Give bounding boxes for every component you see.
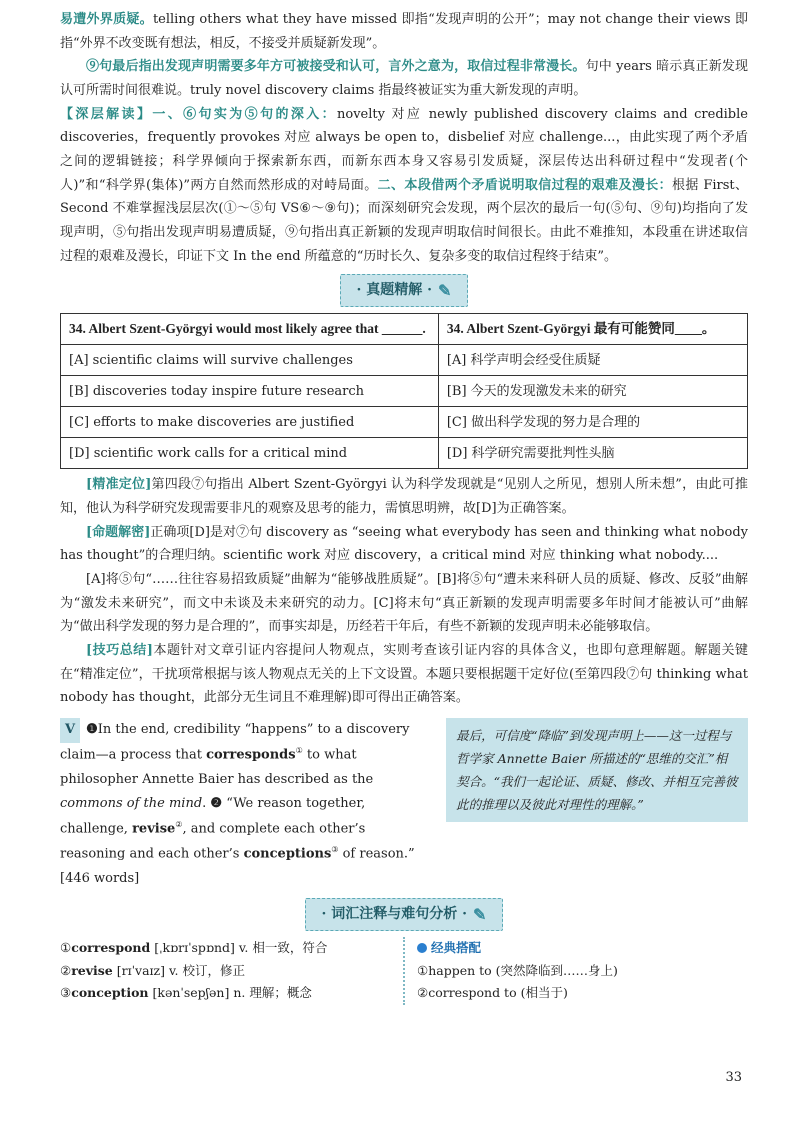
option-c-en: [C] efforts to make discoveries are justified — [61, 407, 439, 438]
wrong-options-paragraph: [A]将⑤句“……往往容易招致质疑”曲解为“能够战胜质疑”。[B]将⑤句“遭未来科研人员的质疑、修改、反驳”曲解为“激发未来研究”，而文中未谈及未来研究的动力。[C]将末句“真正新颖的发现声明需要多年时间才能被认可”曲解为“做出科学发现的努力是合理的”，而事实却是，历经若干年后，有些不新颖的发现声明未必能够取信。 — [60, 571, 748, 635]
option-row — [61, 438, 748, 469]
section-mark: V — [60, 718, 80, 743]
passage-fragment: In the end, credibility “happens” to a discovery claim—a process that — [60, 721, 410, 762]
passage-fragment: “We reason together, challenge, — [60, 796, 366, 837]
decode-paragraph — [60, 521, 748, 568]
option-row — [61, 345, 748, 376]
option-a-en: [A] scientific claims will survive challenges — [61, 345, 439, 376]
question-en: 34. Albert Szent-Györgyi would most likely agree that ______. — [61, 314, 439, 345]
page-number: 33 — [725, 1070, 742, 1085]
body-text: 正确项[D]是对⑦句 discovery as “seeing what everybody has seen and thinking what nobody has thought”的合理归纳。scientific work 对应 discovery，a critical mind 对应 thinking what nobody.... — [60, 524, 748, 564]
option-b-zh: [B] 今天的发现激发未来的研究 — [438, 376, 747, 407]
passage-fragment: . — [202, 796, 211, 812]
option-d-en: [D] scientific work calls for a critical mind — [61, 438, 439, 469]
highlight-text: 易遭外界质疑。 — [60, 12, 153, 27]
option-c-zh: [C] 做出科学发现的努力是合理的 — [438, 407, 747, 438]
vocab-definition: [rɪˈvaɪz] v. 校订，修正 — [112, 962, 245, 978]
banner-title: · 真题精解 · — [356, 282, 433, 299]
vocab-headword: conception — [71, 985, 149, 1001]
feather-icon: ✎ — [473, 904, 487, 924]
decode-label: [命题解密] — [86, 524, 151, 540]
vocab-definition: [kənˈsepʃən] n. 理解；概念 — [148, 985, 312, 1001]
option-d-zh: [D] 科学研究需要批判性头脑 — [438, 438, 747, 469]
passage-fragment: , and complete each other’s reasoning and each other’s — [60, 821, 366, 862]
passage-fragment: to what philosopher Annette Baier has described as the — [60, 746, 374, 787]
footnote-mark: ② — [175, 819, 183, 829]
body-text: 句中 years 暗示真正新发现认可所需时间很难说。truly novel discovery claims 指最终被证实为重大新发现的声明。 — [60, 59, 748, 98]
passage-fragment: of reason.” [446 words] — [60, 846, 415, 886]
body-text: 第四段⑦句指出 Albert Szent-Györgyi 认为科学发现就是“见别人之所见，想别人所未想”，由此可推知，他认为科学研究发现需要非凡的观察及思考的能力，需慎思明辨，故[D]为正确答案。 — [60, 477, 748, 516]
option-a-zh: [A] 科学声明会经受住质疑 — [438, 345, 747, 376]
vocab-definition: [ˌkɒrɪˈspɒnd] v. 相一致，符合 — [150, 939, 328, 955]
skill-label: [技巧总结] — [86, 642, 153, 658]
sentence-number: ❶ — [86, 721, 98, 737]
vocab-num: ③ — [60, 985, 72, 1001]
footnote-mark: ① — [295, 745, 303, 755]
locate-paragraph — [60, 473, 748, 520]
vocab-num: ① — [60, 939, 72, 955]
body-text: 根据 First、Second 不难掌握浅层层次(①～⑤句 VS⑥～⑨句)；而深刻研究会发现，两个层次的最后一句(⑤句、⑨句)均指向了发现声明，⑤句指出发现声明易遭质疑，⑨句指出真正新颖的发现声明取信时间很长。由此不难推知，本段重在讲述取信过程的艰难及漫长，印证下文 In the end 所蕴意的“历时长久、复杂多变的取信过程终于结束”。 — [60, 177, 748, 264]
body-text: 本题针对文章引证内容提问人物观点，实则考查该引证内容的具体含义，也即句意理解题。解题关键在“精准定位”，干扰项常根据与该人物观点无关的上下文设置。本题只要根据题干定好位(至第四段⑦句 thinking what nobody has thought，此部分无生词且不难理解)即可得出正确答案。 — [60, 642, 748, 706]
question-zh: 34. Albert Szent-Györgyi 最有可能赞同____。 — [438, 314, 747, 345]
section-banner — [60, 274, 748, 307]
locate-label: [精准定位] — [86, 477, 152, 493]
intro-paragraph-1 — [60, 8, 748, 55]
collocation-title: 经典搭配 — [431, 939, 482, 955]
question-row — [61, 314, 748, 345]
vocab-num: ② — [60, 962, 72, 978]
highlight-text: ⑨句最后指出发现声明需要多年方可被接受和认可，言外之意为，取信过程非常漫长。 — [86, 59, 586, 75]
vocab-list — [60, 937, 391, 1005]
option-row — [61, 407, 748, 438]
vocab-item — [60, 982, 391, 1005]
bullet-dot-icon — [417, 943, 427, 953]
vocab-item — [60, 960, 391, 983]
deep-reading-label: 【深层解读】 — [60, 106, 153, 122]
body-text: novelty 对应 newly published discovery claims and credible discoveries，frequently provokes 对应 always be open to，disbelief 对应 challenge...，由此实现了两个矛盾之间的逻辑链接；科学界倾向于探索新东西，而新东西本身又容易引发质疑，深层传达出科研过程中“发现者(个人)”和“科学界(集体)”两方自然而然形成的对峙局面。 — [60, 106, 748, 193]
banner-pill — [305, 898, 504, 931]
deep-reading-paragraph — [60, 103, 748, 269]
vocab-section — [60, 937, 748, 1005]
collocation-list — [417, 937, 748, 1005]
vocab-headword: revise — [71, 962, 113, 978]
section-banner — [60, 898, 748, 931]
question-table — [60, 313, 748, 469]
body-text: telling others what they have missed 即指“发现声明的公开”；may not change their views 即指“外界不改变既有想法，相反，不接受并质疑新发现”。 — [60, 12, 748, 51]
collocation-header — [417, 937, 748, 960]
translation-box: 最后，可信度“降临”到发现声明上——这一过程与哲学家 Annette Baier 所描述的“思维的交汇”相契合。“我们一起论证、质疑、修改、并相互完善彼此的推理以及彼此对理性的理解。” — [446, 718, 748, 823]
vocab-word: corresponds — [206, 746, 296, 762]
highlight-text: 一、⑥句实为⑤句的深入： — [152, 106, 338, 122]
banner-pill — [340, 274, 469, 307]
dotted-divider — [403, 937, 405, 1005]
passage-text — [60, 718, 432, 892]
option-b-en: [B] discoveries today inspire future research — [61, 376, 439, 407]
vocab-word: revise — [132, 821, 176, 837]
highlight-text: 二、本段借两个矛盾说明取信过程的艰难及漫长： — [377, 177, 673, 193]
option-row — [61, 376, 748, 407]
footnote-mark: ③ — [331, 844, 339, 854]
vocab-item — [60, 937, 391, 960]
sentence-number: ❷ — [210, 796, 223, 812]
intro-paragraph-2 — [60, 55, 748, 102]
passage-section-v — [60, 718, 748, 892]
banner-title: · 词汇注释与难句分析 · — [321, 905, 468, 922]
collocation-item: ①happen to (突然降临到……身上) — [417, 962, 618, 978]
vocab-headword: correspond — [71, 939, 151, 955]
italic-phrase: commons of the mind — [60, 796, 203, 812]
vocab-word: conceptions — [243, 846, 332, 862]
collocation-item: ②correspond to (相当于) — [417, 985, 568, 1001]
skill-paragraph — [60, 639, 748, 710]
feather-icon: ✎ — [438, 281, 452, 301]
